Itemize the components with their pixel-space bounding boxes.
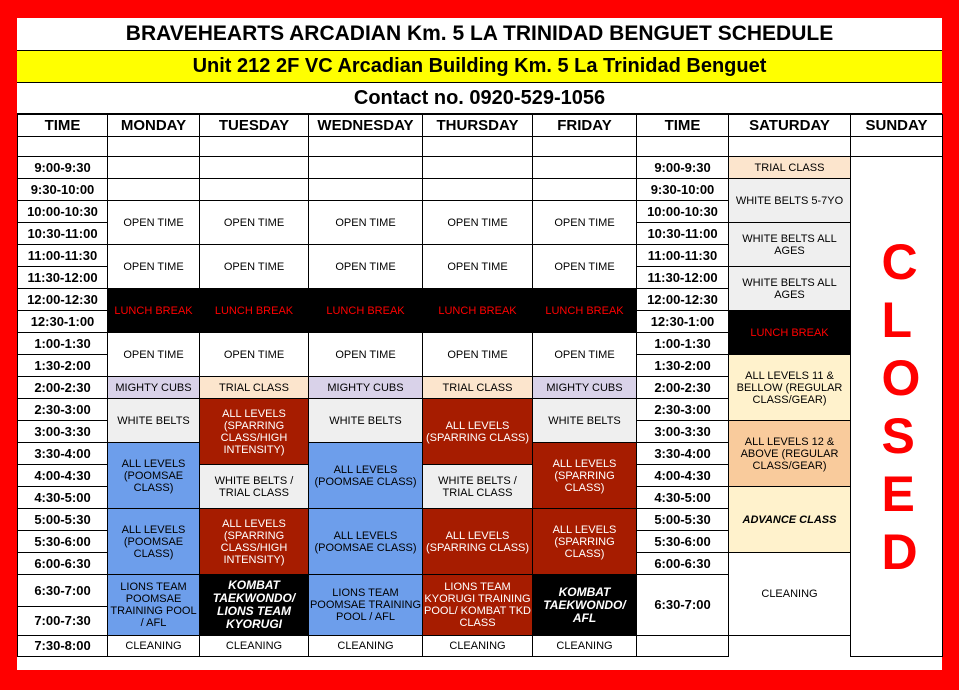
empty-slot	[637, 636, 729, 657]
sat-time-cell: 3:00-3:30	[637, 421, 729, 443]
time-cell: 1:30-2:00	[18, 355, 108, 377]
kombat-afl: KOMBAT TAEKWONDO/ AFL	[533, 575, 637, 636]
cleaning: CLEANING	[309, 636, 423, 657]
time-cell: 10:30-11:00	[18, 223, 108, 245]
open-time-slot: OPEN TIME	[423, 201, 533, 245]
open-time-slot: OPEN TIME	[533, 245, 637, 289]
open-time-slot: OPEN TIME	[200, 333, 309, 377]
all-levels-poomsae: ALL LEVELS (POOMSAE CLASS)	[108, 509, 200, 575]
time-cell: 11:00-11:30	[18, 245, 108, 267]
open-time-slot: OPEN TIME	[423, 333, 533, 377]
lions-team-poomsae: LIONS TEAM POOMSAE TRAINING POOL / AFL	[309, 575, 423, 636]
header-row	[18, 115, 943, 137]
all-levels-poomsae: ALL LEVELS (POOMSAE CLASS)	[108, 443, 200, 509]
open-time-slot: OPEN TIME	[309, 201, 423, 245]
time-cell: 6:30-7:00	[18, 575, 108, 607]
empty-slot	[423, 179, 533, 201]
sat-all-levels-11: ALL LEVELS 11 & BELLOW (REGULAR CLASS/GEAR)	[729, 355, 851, 421]
time-cell: 9:00-9:30	[18, 157, 108, 179]
schedule-sheet	[17, 18, 942, 670]
sat-time-cell: 12:00-12:30	[637, 289, 729, 311]
all-levels-sparring-high: ALL LEVELS (SPARRING CLASS/HIGH INTENSITY)	[200, 399, 309, 465]
sat-time-cell: 10:00-10:30	[637, 201, 729, 223]
white-belts: WHITE BELTS	[533, 399, 637, 443]
time-cell: 5:30-6:00	[18, 531, 108, 553]
white-belts: WHITE BELTS	[309, 399, 423, 443]
empty-slot	[108, 179, 200, 201]
time-cell: 7:30-8:00	[18, 636, 108, 657]
col-header-saturday: SATURDAY	[729, 115, 851, 137]
time-cell: 4:30-5:00	[18, 487, 108, 509]
empty-slot	[309, 179, 423, 201]
sat-time-cell: 3:30-4:00	[637, 443, 729, 465]
lunch-break: LUNCH BREAK	[309, 289, 423, 333]
address-banner: Unit 212 2F VC Arcadian Building Km. 5 La Trinidad Benguet	[17, 51, 942, 83]
time-cell: 3:30-4:00	[18, 443, 108, 465]
time-cell: 4:00-4:30	[18, 465, 108, 487]
all-levels-sparring-high: ALL LEVELS (SPARRING CLASS/HIGH INTENSITY)	[200, 509, 309, 575]
empty-slot	[533, 157, 637, 179]
time-cell: 12:30-1:00	[18, 311, 108, 333]
sat-time-cell: 9:30-10:00	[637, 179, 729, 201]
lunch-break: LUNCH BREAK	[423, 289, 533, 333]
open-time-slot: OPEN TIME	[423, 245, 533, 289]
table-row	[18, 157, 943, 179]
time-cell: 2:30-3:00	[18, 399, 108, 421]
lions-team-poomsae: LIONS TEAM POOMSAE TRAINING POOL / AFL	[108, 575, 200, 636]
sat-time-cell: 1:30-2:00	[637, 355, 729, 377]
cleaning: CLEANING	[108, 636, 200, 657]
col-header-thursday: THURSDAY	[423, 115, 533, 137]
sat-time-cell: 4:30-5:00	[637, 487, 729, 509]
spacer-cell	[200, 137, 309, 157]
sat-advance-class: ADVANCE CLASS	[729, 487, 851, 553]
empty-slot	[309, 157, 423, 179]
time-cell: 3:00-3:30	[18, 421, 108, 443]
mighty-cubs: MIGHTY CUBS	[309, 377, 423, 399]
sat-time-cell: 9:00-9:30	[637, 157, 729, 179]
time-cell: 7:00-7:30	[18, 607, 108, 636]
sat-time-cell: 5:30-6:00	[637, 531, 729, 553]
sat-time-cell: 2:30-3:00	[637, 399, 729, 421]
all-levels-poomsae: ALL LEVELS (POOMSAE CLASS)	[309, 443, 423, 509]
time-cell: 10:00-10:30	[18, 201, 108, 223]
spacer-cell	[423, 137, 533, 157]
sunday-closed	[851, 157, 943, 657]
all-levels-sparring: ALL LEVELS (SPARRING CLASS)	[423, 509, 533, 575]
spacer-cell	[309, 137, 423, 157]
table-row	[18, 636, 943, 657]
col-header-time-2: TIME	[637, 115, 729, 137]
sat-time-cell: 6:30-7:00	[637, 575, 729, 636]
time-cell: 9:30-10:00	[18, 179, 108, 201]
cleaning: CLEANING	[423, 636, 533, 657]
empty-slot	[108, 157, 200, 179]
spacer-row	[18, 137, 943, 157]
sat-time-cell: 4:00-4:30	[637, 465, 729, 487]
spacer-cell	[851, 137, 943, 157]
sat-cleaning: CLEANING	[729, 553, 851, 636]
sat-time-cell: 12:30-1:00	[637, 311, 729, 333]
sat-time-cell: 11:00-11:30	[637, 245, 729, 267]
sat-all-levels-12: ALL LEVELS 12 & ABOVE (REGULAR CLASS/GEAR)	[729, 421, 851, 487]
sat-white-belts-all-ages-2: WHITE BELTS ALL AGES	[729, 267, 851, 311]
open-time-slot: OPEN TIME	[108, 245, 200, 289]
col-header-monday: MONDAY	[108, 115, 200, 137]
open-time-slot: OPEN TIME	[309, 245, 423, 289]
white-belts-trial: WHITE BELTS / TRIAL CLASS	[200, 465, 309, 509]
lunch-break: LUNCH BREAK	[108, 289, 200, 333]
col-header-tuesday: TUESDAY	[200, 115, 309, 137]
sat-time-cell: 6:00-6:30	[637, 553, 729, 575]
lions-kyorugi-kombat: LIONS TEAM KYORUGI TRAINING POOL/ KOMBAT TKD CLASS	[423, 575, 533, 636]
open-time-slot: OPEN TIME	[533, 201, 637, 245]
contact-number: Contact no. 0920-529-1056	[17, 83, 942, 114]
empty-slot	[200, 157, 309, 179]
spacer-cell	[108, 137, 200, 157]
trial-class: TRIAL CLASS	[200, 377, 309, 399]
sat-white-belts-all-ages: WHITE BELTS ALL AGES	[729, 223, 851, 267]
schedule-table	[17, 114, 943, 657]
mighty-cubs: MIGHTY CUBS	[108, 377, 200, 399]
spacer-cell	[533, 137, 637, 157]
time-cell: 12:00-12:30	[18, 289, 108, 311]
open-time-slot: OPEN TIME	[533, 333, 637, 377]
col-header-sunday: SUNDAY	[851, 115, 943, 137]
spacer-cell	[18, 137, 108, 157]
sat-time-cell: 10:30-11:00	[637, 223, 729, 245]
mighty-cubs: MIGHTY CUBS	[533, 377, 637, 399]
open-time-slot: OPEN TIME	[108, 201, 200, 245]
col-header-wednesday: WEDNESDAY	[309, 115, 423, 137]
lunch-break: LUNCH BREAK	[200, 289, 309, 333]
sat-trial-class: TRIAL CLASS	[729, 157, 851, 179]
cleaning: CLEANING	[533, 636, 637, 657]
white-belts-trial: WHITE BELTS / TRIAL CLASS	[423, 465, 533, 509]
time-cell: 2:00-2:30	[18, 377, 108, 399]
lunch-break: LUNCH BREAK	[533, 289, 637, 333]
open-time-slot: OPEN TIME	[200, 245, 309, 289]
all-levels-sparring: ALL LEVELS (SPARRING CLASS)	[423, 399, 533, 465]
col-header-time: TIME	[18, 115, 108, 137]
kombat-lions-kyorugi: KOMBAT TAEKWONDO/ LIONS TEAM KYORUGI	[200, 575, 309, 636]
empty-slot	[423, 157, 533, 179]
time-cell: 5:00-5:30	[18, 509, 108, 531]
table-row	[18, 179, 943, 201]
time-cell: 1:00-1:30	[18, 333, 108, 355]
sat-time-cell: 5:00-5:30	[637, 509, 729, 531]
sat-time-cell: 2:00-2:30	[637, 377, 729, 399]
open-time-slot: OPEN TIME	[309, 333, 423, 377]
all-levels-sparring: ALL LEVELS (SPARRING CLASS)	[533, 509, 637, 575]
spacer-cell	[637, 137, 729, 157]
spacer-cell	[729, 137, 851, 157]
cleaning: CLEANING	[200, 636, 309, 657]
empty-slot	[533, 179, 637, 201]
open-time-slot: OPEN TIME	[108, 333, 200, 377]
open-time-slot: OPEN TIME	[200, 201, 309, 245]
sat-lunch-break: LUNCH BREAK	[729, 311, 851, 355]
sat-time-cell: 1:00-1:30	[637, 333, 729, 355]
sat-white-belts-5-7: WHITE BELTS 5-7YO	[729, 179, 851, 223]
time-cell: 6:00-6:30	[18, 553, 108, 575]
empty-slot	[200, 179, 309, 201]
sat-time-cell: 11:30-12:00	[637, 267, 729, 289]
trial-class: TRIAL CLASS	[423, 377, 533, 399]
closed-text: C L O S E D	[881, 233, 921, 580]
all-levels-sparring: ALL LEVELS (SPARRING CLASS)	[533, 443, 637, 509]
schedule-title: BRAVEHEARTS ARCADIAN Km. 5 LA TRINIDAD BENGUET SCHEDULE	[17, 18, 942, 51]
white-belts: WHITE BELTS	[108, 399, 200, 443]
col-header-friday: FRIDAY	[533, 115, 637, 137]
time-cell: 11:30-12:00	[18, 267, 108, 289]
all-levels-poomsae: ALL LEVELS (POOMSAE CLASS)	[309, 509, 423, 575]
